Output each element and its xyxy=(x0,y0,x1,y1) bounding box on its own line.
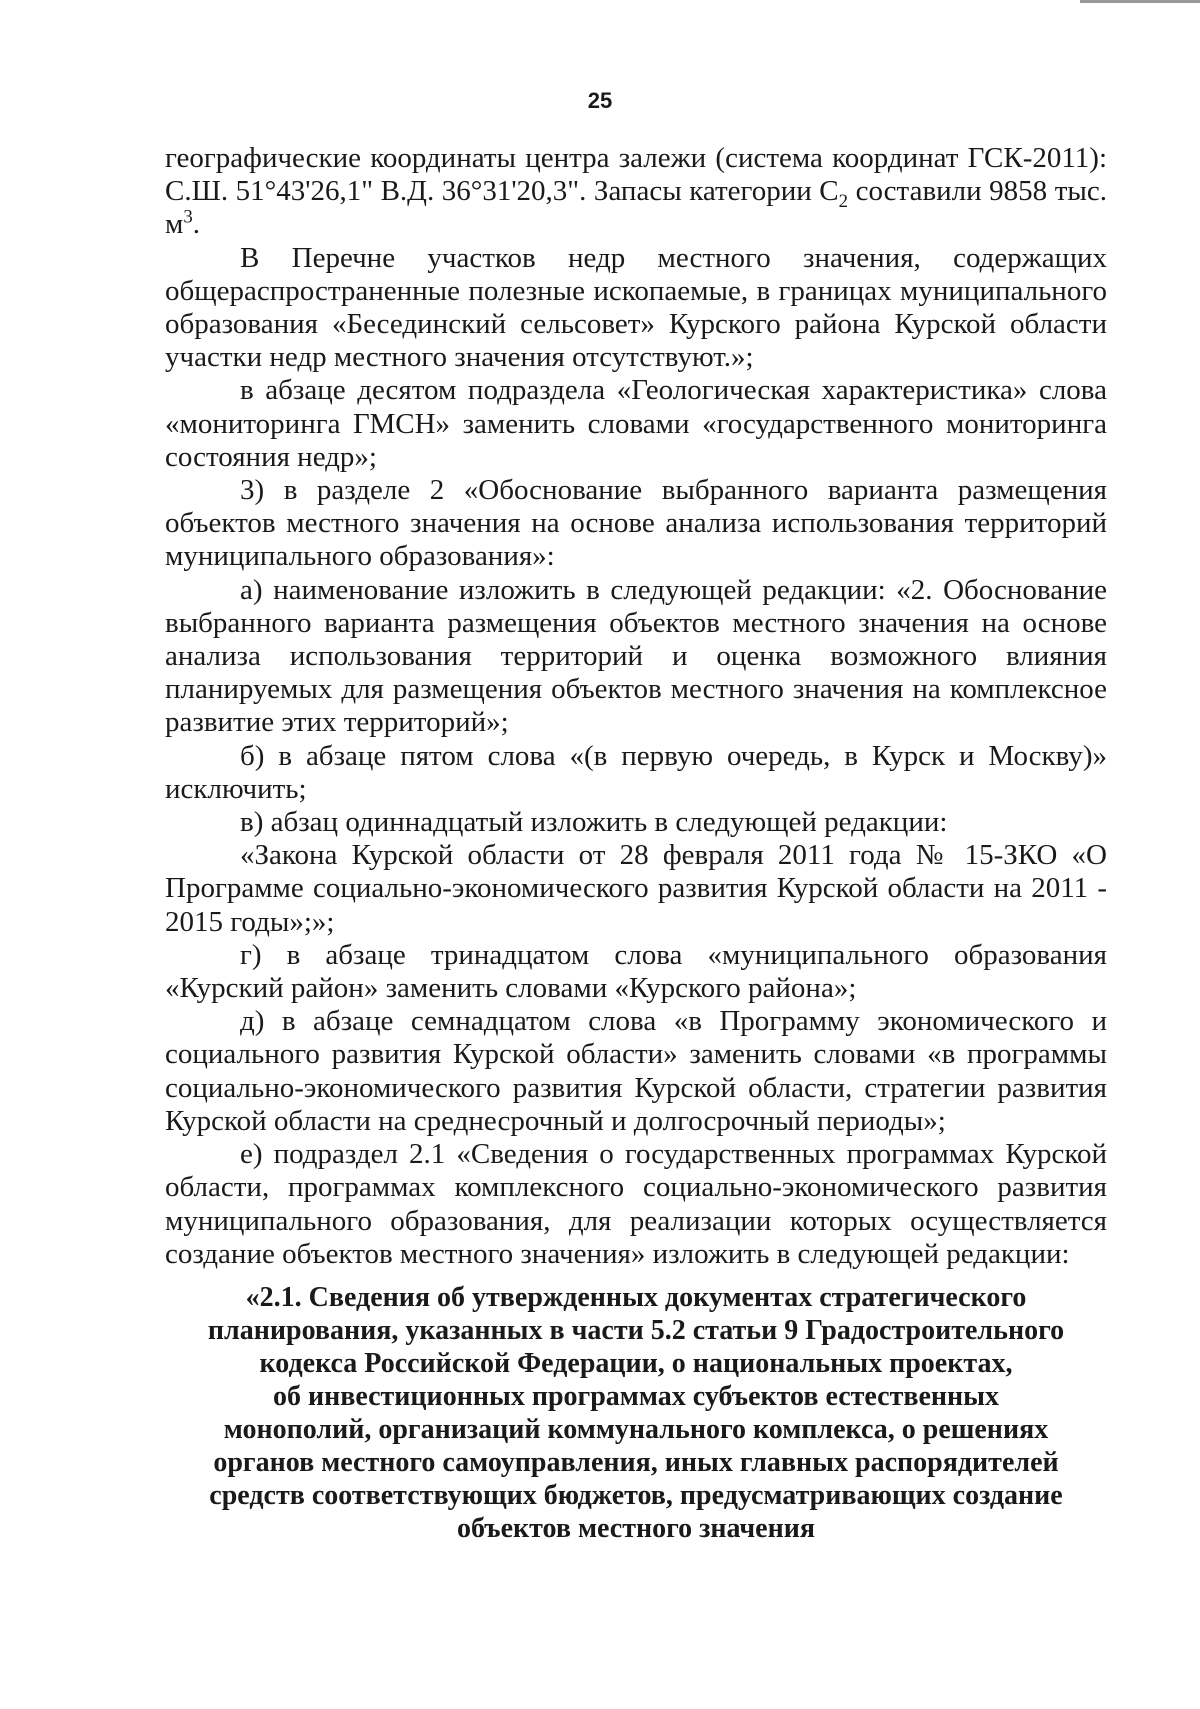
scan-edge-line xyxy=(1080,0,1200,3)
heading-line: средств соответствующих бюджетов, предусматривающих создание xyxy=(209,1479,1063,1511)
heading-line: кодекса Российской Федерации, о национальных проектах, xyxy=(259,1347,1013,1379)
document-body xyxy=(165,142,1107,1545)
subscript: 2 xyxy=(838,191,849,212)
paragraph: «Закона Курской области от 28 февраля 2011 года № 15-ЗКО «О Программе социально-экономического развития Курской области на 2011 - 2015 годы»;»; xyxy=(165,839,1107,938)
paragraph: в) абзац одиннадцатый изложить в следующей редакции: xyxy=(240,806,948,839)
paragraph-coordinates xyxy=(165,142,1107,242)
paragraph: г) в абзаце тринадцатом слова «муниципального образования «Курский район» заменить словами «Курского района»; xyxy=(165,938,1107,1005)
paragraph: в абзаце десятом подраздела «Геологическая характеристика» слова «мониторинга ГМСН» заменить словами «государственного мониторинга состояния недр»; xyxy=(165,374,1107,473)
heading-line: «2.1. Сведения об утвержденных документах стратегического xyxy=(245,1281,1027,1313)
paragraph: а) наименование изложить в следующей редакции: «2. Обоснование выбранного варианта размещения объектов местного значения на основе анализа использования территорий и оценка возможного влияния планируемых для размещения объектов местного значения на комплексное развитие этих территорий»; xyxy=(165,573,1107,739)
section-heading xyxy=(165,1281,1107,1545)
paragraph: 3) в разделе 2 «Обоснование выбранного варианта размещения объектов местного значения на основе анализа использования территорий муниципального образования»: xyxy=(165,474,1107,573)
paragraph: е) подраздел 2.1 «Сведения о государственных программах Курской области, программах комплексного социально-экономического развития муниципального образования, для реализации которых осуществляется создание объектов местного значения» изложить в следующей редакции: xyxy=(165,1138,1107,1270)
heading-line: монополий, организаций коммунального комплекса, о решениях xyxy=(223,1413,1049,1445)
paragraph-text: составили 9858 тыс. м xyxy=(165,175,1107,241)
superscript: 3 xyxy=(183,206,193,228)
heading-line: органов местного самоуправления, иных главных распорядителей xyxy=(213,1446,1059,1478)
paragraph: б) в абзаце пятом слова «(в первую очередь, в Курск и Москву)» исключить; xyxy=(165,739,1107,805)
paragraph: д) в абзаце семнадцатом слова «в Программу экономического и социального развития Курской области» заменить словами «в программы социально-экономического развития Курской области, стратегии развития Курской области на среднесрочный и долгосрочный периоды»; xyxy=(165,1005,1107,1137)
paragraph-text: географические координаты центра залежи (система координат ГСК-2011): С.Ш. 51°43'26,1" В.Д. 36°31'20,3". Запасы категории С xyxy=(165,142,1107,208)
paragraph-text: . xyxy=(192,208,201,241)
heading-line: об инвестиционных программах субъектов естественных xyxy=(272,1380,1000,1412)
heading-line: объектов местного значения xyxy=(456,1512,816,1544)
page-number: 25 xyxy=(587,88,613,113)
heading-line: планирования, указанных в части 5.2 статьи 9 Градостроительного xyxy=(207,1314,1065,1346)
paragraph: В Перечне участков недр местного значения, содержащих общераспространенные полезные ископаемые, в границах муниципального образования «Бесединский сельсовет» Курского района Курской области участки недр местного значения отсутствуют.»; xyxy=(165,241,1107,374)
